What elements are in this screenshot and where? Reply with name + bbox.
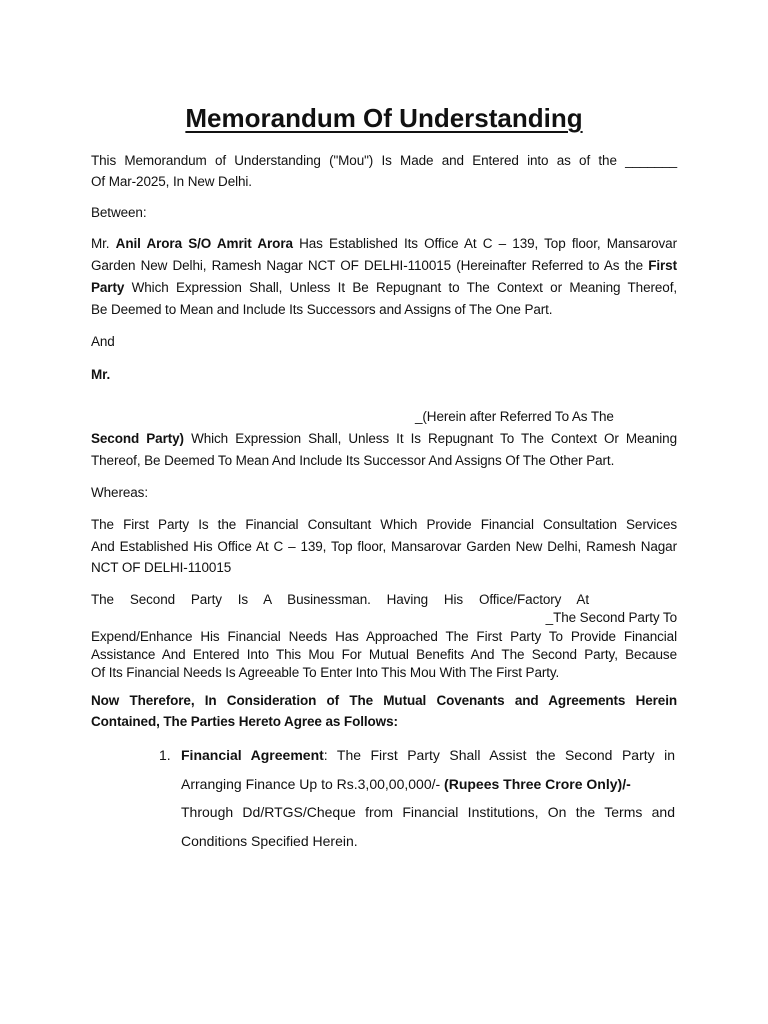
- text-run: Garden New Delhi, Ramesh Nagar NCT OF DELHI-110015 (Hereinafter Referred to As the: [91, 258, 649, 273]
- text-run: Be Deemed to Mean and Include Its Successors and Assigns of The One Part.: [91, 302, 553, 317]
- second-party-recital: [91, 591, 677, 682]
- bold-text-run: First: [648, 258, 677, 273]
- bold-text-run: Financial Agreement: [181, 747, 324, 763]
- document-title-text: Memorandum Of Understanding: [185, 103, 583, 133]
- document-title: [0, 101, 768, 135]
- text-run: Now Therefore, In Consideration of The Mutual Covenants and Agreements Herein: [91, 693, 677, 708]
- text-run: Which Expression Shall, Unless It Be Repugnant to The Context or Meaning Thereof,: [124, 280, 677, 295]
- and-label: And: [91, 334, 115, 349]
- text-run: Contained, The Parties Hereto Agree as Follows:: [91, 714, 398, 729]
- text-line: [91, 233, 677, 255]
- text-line: [91, 690, 677, 711]
- whereas-label: Whereas:: [91, 485, 148, 500]
- text-run: : The First Party Shall Assist the Second Party in: [323, 747, 675, 763]
- text-run: _(Herein after Referred To As The: [415, 409, 614, 424]
- text-run: This Memorandum of Understanding ("Mou") Is Made and Entered into as of the _______: [91, 153, 677, 168]
- bold-text-run: Party: [91, 280, 125, 295]
- text-line: [91, 628, 677, 646]
- bold-text-run: Anil Arora S/O Amrit Arora: [115, 236, 293, 251]
- text-line: [91, 299, 677, 321]
- text-line: [91, 664, 677, 682]
- text-line: [91, 646, 677, 664]
- text-line: [181, 798, 675, 827]
- text-line: [91, 171, 677, 192]
- text-run: Assistance And Entered Into This Mou For Mutual Benefits And The Second Party, Because: [91, 646, 677, 662]
- text-run: Which Expression Shall, Unless It Is Repugnant To The Context Or Meaning: [183, 431, 677, 446]
- bold-text-run: (Rupees Three Crore Only)/-: [444, 775, 631, 792]
- text-run: The First Party Is the Financial Consultant Which Provide Financial Consultation Services: [91, 517, 677, 532]
- text-line: [181, 741, 675, 770]
- text-run: Mr.: [91, 236, 116, 251]
- text-line: [91, 711, 677, 732]
- text-line: [91, 514, 677, 536]
- text-line: [91, 406, 677, 428]
- text-run: Expend/Enhance His Financial Needs Has Approached The First Party To Provide Financial: [91, 628, 677, 644]
- text-line: [181, 770, 675, 799]
- text-line: [181, 827, 675, 856]
- text-line: [91, 536, 677, 558]
- text-line: [91, 609, 677, 627]
- text-run: And Established His Office At C – 139, Top floor, Mansarovar Garden New Delhi, Ramesh Nagar: [91, 538, 677, 554]
- text-line: [91, 277, 677, 299]
- intro-paragraph: [91, 150, 677, 192]
- first-party-recital: [91, 514, 677, 579]
- clause-text: [181, 741, 675, 855]
- text-run: Of Mar-2025, In New Delhi.: [91, 174, 252, 189]
- text-line: [91, 150, 677, 171]
- text-run: Through Dd/RTGS/Cheque from Financial Institutions, On the Terms and: [181, 804, 675, 820]
- text-run: NCT OF DELHI-110015: [91, 560, 232, 575]
- clause-number: 1.: [159, 747, 171, 763]
- text-run: _The Second Party To: [545, 610, 677, 626]
- text-run: Has Established Its Office At C – 139, Top floor, Mansarovar: [292, 236, 677, 251]
- text-line: [91, 428, 677, 450]
- text-run: The Second Party Is A Businessman. Having His Office/Factory At: [91, 592, 589, 607]
- text-line: [91, 591, 589, 609]
- now-therefore-clause: [91, 690, 677, 732]
- text-line: [91, 255, 677, 277]
- bold-text-run: Second Party): [91, 431, 184, 446]
- second-party-salutation: Mr.: [91, 367, 111, 382]
- clause-financial-agreement: [159, 741, 675, 855]
- text-run: Of Its Financial Needs Is Agreeable To Enter Into This Mou With The First Party.: [91, 665, 560, 680]
- text-run: Thereof, Be Deemed To Mean And Include Its Successor And Assigns Of The Other Part.: [91, 453, 615, 468]
- second-party-paragraph: [91, 406, 677, 472]
- text-line: [91, 450, 677, 472]
- text-run: Conditions Specified Herein.: [181, 832, 358, 849]
- text-line: [91, 557, 677, 579]
- between-label: Between:: [91, 205, 147, 220]
- first-party-paragraph: [91, 233, 677, 321]
- text-run: Arranging Finance Up to Rs.3,00,00,000/-: [181, 775, 445, 792]
